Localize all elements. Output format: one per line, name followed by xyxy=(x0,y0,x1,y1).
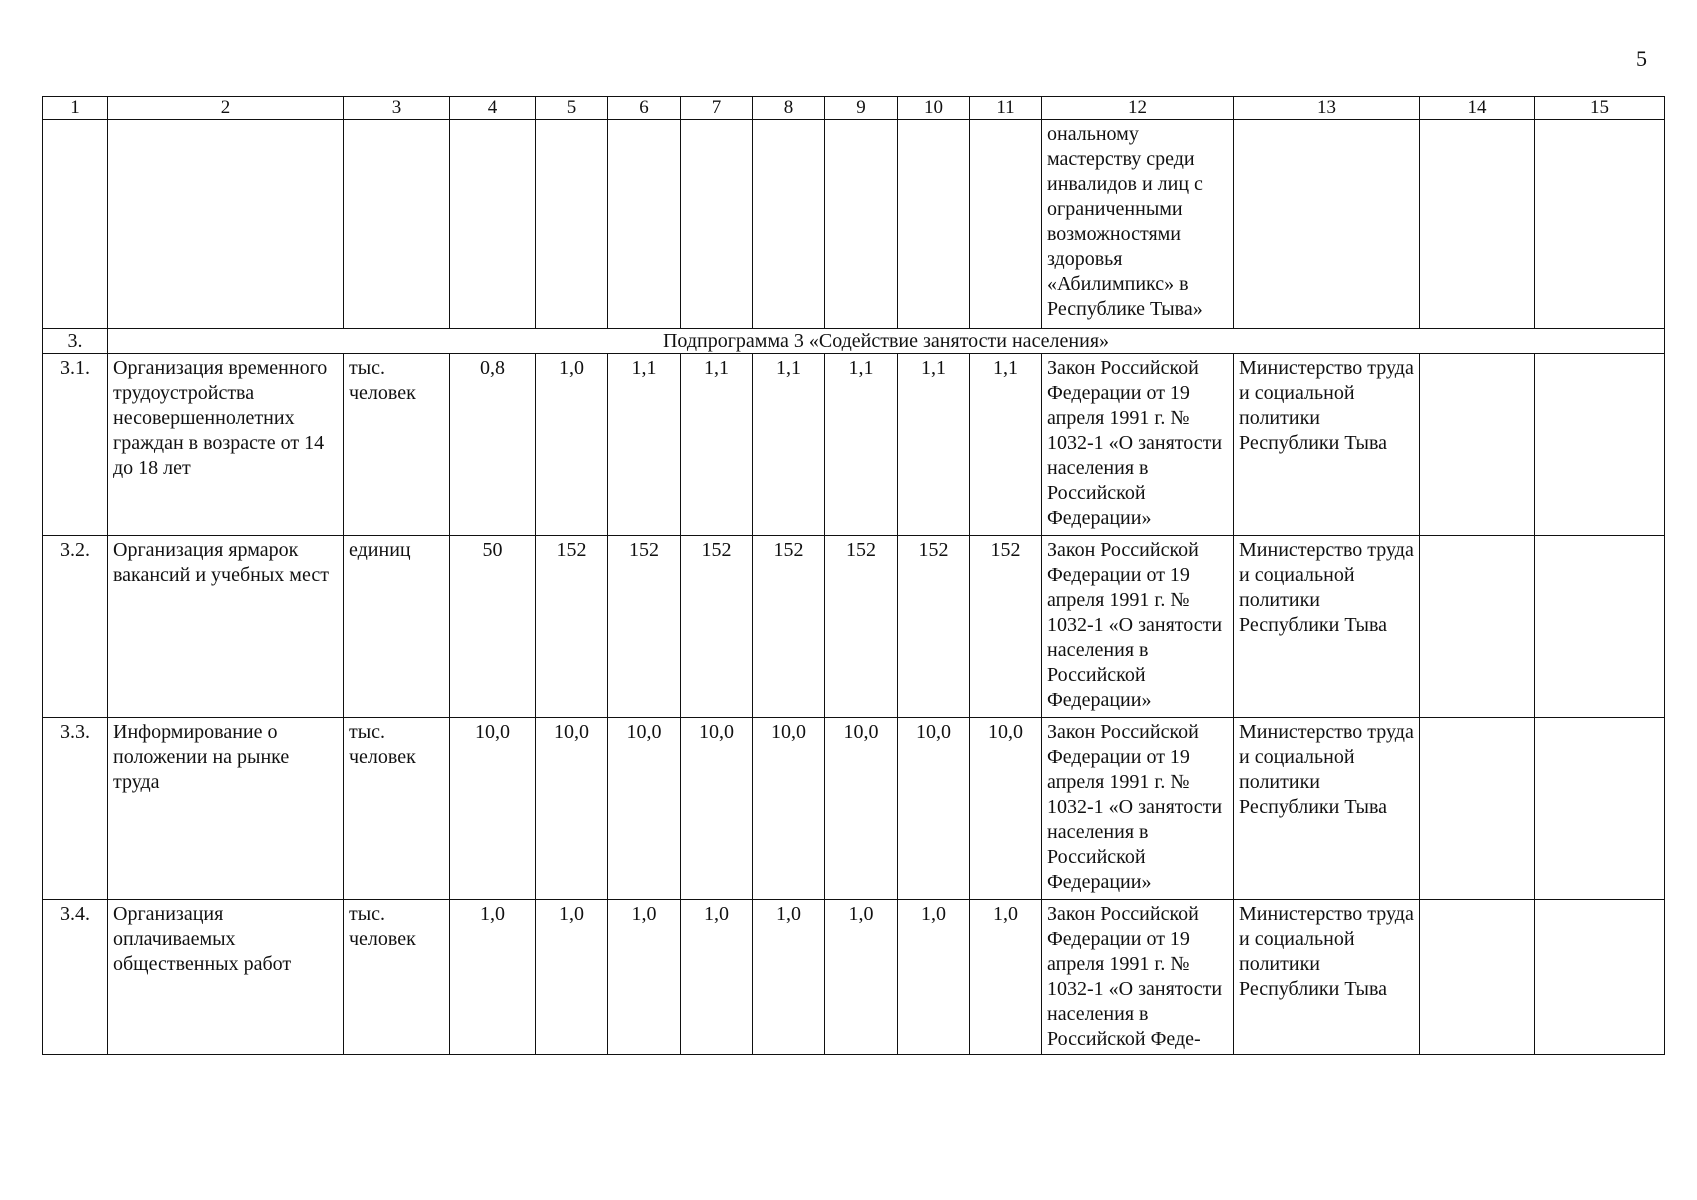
activity-name: Организация ярмарок вакансий и учебных мест xyxy=(108,536,344,718)
responsible-org: Министерство труда и социальной политики Республики Тыва xyxy=(1234,536,1420,718)
unit-of-measure: тыс. человек xyxy=(344,900,450,1055)
subprogram-row xyxy=(43,329,1665,354)
legal-basis: Закон Российской Федерации от 19 апреля 1991 г. № 1032-1 «О занятости населения в Российской Федерации» xyxy=(1042,536,1234,718)
header-cell: 12 xyxy=(1042,97,1234,120)
header-cell: 13 xyxy=(1234,97,1420,120)
empty-cell xyxy=(608,120,681,329)
table-row xyxy=(43,354,1665,536)
value-cell: 10,0 xyxy=(536,718,608,900)
value-cell: 152 xyxy=(825,536,898,718)
value-cell: 152 xyxy=(753,536,825,718)
legal-basis: Закон Российской Федерации от 19 апреля 1991 г. № 1032-1 «О занятости населения в Российской Федерации» xyxy=(1042,718,1234,900)
value-cell: 1,0 xyxy=(681,900,753,1055)
responsible-org: Министерство труда и социальной политики Республики Тыва xyxy=(1234,900,1420,1055)
value-cell: 1,1 xyxy=(608,354,681,536)
value-cell: 10,0 xyxy=(450,718,536,900)
empty-cell xyxy=(1420,120,1535,329)
empty-cell xyxy=(1535,120,1665,329)
row-number: 3.1. xyxy=(43,354,108,536)
empty-cell xyxy=(536,120,608,329)
empty-cell xyxy=(1535,354,1665,536)
page-number: 5 xyxy=(1636,46,1647,71)
value-cell: 10,0 xyxy=(898,718,970,900)
value-cell: 1,0 xyxy=(825,900,898,1055)
program-table xyxy=(42,96,1665,1055)
header-cell: 3 xyxy=(344,97,450,120)
legal-basis: Закон Российской Федерации от 19 апреля 1991 г. № 1032-1 «О занятости населения в Российской Федерации» xyxy=(1042,354,1234,536)
empty-cell xyxy=(1535,536,1665,718)
value-cell: 1,0 xyxy=(536,354,608,536)
value-cell: 1,1 xyxy=(970,354,1042,536)
empty-cell xyxy=(970,120,1042,329)
value-cell: 50 xyxy=(450,536,536,718)
value-cell: 1,1 xyxy=(898,354,970,536)
value-cell: 10,0 xyxy=(681,718,753,900)
value-cell: 10,0 xyxy=(753,718,825,900)
row-number: 3.4. xyxy=(43,900,108,1055)
table-row xyxy=(43,718,1665,900)
legal-basis: Закон Российской Федерации от 19 апреля 1991 г. № 1032-1 «О занятости населения в Российской Феде- xyxy=(1042,900,1234,1055)
header-cell: 8 xyxy=(753,97,825,120)
value-cell: 1,0 xyxy=(608,900,681,1055)
empty-cell xyxy=(753,120,825,329)
empty-cell xyxy=(1420,536,1535,718)
header-cell: 1 xyxy=(43,97,108,120)
table-row xyxy=(43,900,1665,1055)
value-cell: 1,0 xyxy=(753,900,825,1055)
empty-cell xyxy=(1535,900,1665,1055)
empty-cell xyxy=(1234,120,1420,329)
column-number-header-row xyxy=(43,97,1665,120)
value-cell: 0,8 xyxy=(450,354,536,536)
continuation-row xyxy=(43,120,1665,329)
value-cell: 10,0 xyxy=(608,718,681,900)
row-number: 3.3. xyxy=(43,718,108,900)
empty-cell xyxy=(681,120,753,329)
empty-cell xyxy=(450,120,536,329)
unit-of-measure: тыс. человек xyxy=(344,354,450,536)
subprogram-title: Подпрограмма 3 «Содействие занятости населения» xyxy=(108,329,1665,354)
empty-cell xyxy=(1535,718,1665,900)
activity-name: Организация оплачиваемых общественных работ xyxy=(108,900,344,1055)
value-cell: 152 xyxy=(898,536,970,718)
empty-cell xyxy=(825,120,898,329)
header-cell: 15 xyxy=(1535,97,1665,120)
header-cell: 7 xyxy=(681,97,753,120)
value-cell: 1,1 xyxy=(681,354,753,536)
header-cell: 10 xyxy=(898,97,970,120)
unit-of-measure: единиц xyxy=(344,536,450,718)
value-cell: 1,0 xyxy=(450,900,536,1055)
table-row xyxy=(43,536,1665,718)
value-cell: 152 xyxy=(681,536,753,718)
empty-cell xyxy=(43,120,108,329)
responsible-org: Министерство труда и социальной политики Республики Тыва xyxy=(1234,718,1420,900)
value-cell: 10,0 xyxy=(825,718,898,900)
responsible-org: Министерство труда и социальной политики Республики Тыва xyxy=(1234,354,1420,536)
empty-cell xyxy=(1420,354,1535,536)
activity-name: Информирование о положении на рынке труда xyxy=(108,718,344,900)
header-cell: 9 xyxy=(825,97,898,120)
header-cell: 2 xyxy=(108,97,344,120)
value-cell: 152 xyxy=(536,536,608,718)
unit-of-measure: тыс. человек xyxy=(344,718,450,900)
value-cell: 152 xyxy=(970,536,1042,718)
header-cell: 6 xyxy=(608,97,681,120)
subprogram-number: 3. xyxy=(43,329,108,354)
header-cell: 5 xyxy=(536,97,608,120)
empty-cell xyxy=(344,120,450,329)
header-cell: 14 xyxy=(1420,97,1535,120)
empty-cell xyxy=(108,120,344,329)
value-cell: 1,0 xyxy=(536,900,608,1055)
empty-cell xyxy=(898,120,970,329)
value-cell: 1,0 xyxy=(970,900,1042,1055)
header-cell: 4 xyxy=(450,97,536,120)
empty-cell xyxy=(1420,718,1535,900)
empty-cell xyxy=(1420,900,1535,1055)
value-cell: 1,1 xyxy=(753,354,825,536)
value-cell: 152 xyxy=(608,536,681,718)
value-cell: 1,1 xyxy=(825,354,898,536)
header-cell: 11 xyxy=(970,97,1042,120)
activity-name: Организация временного трудоустройства несовершеннолетних граждан в возрасте от 14 до 18 лет xyxy=(108,354,344,536)
row-number: 3.2. xyxy=(43,536,108,718)
continued-text-cell: ональному мастерству среди инвалидов и лиц с ограниченными возможностями здоровья «Абилимпикс» в Республике Тыва» xyxy=(1042,120,1234,329)
value-cell: 1,0 xyxy=(898,900,970,1055)
value-cell: 10,0 xyxy=(970,718,1042,900)
